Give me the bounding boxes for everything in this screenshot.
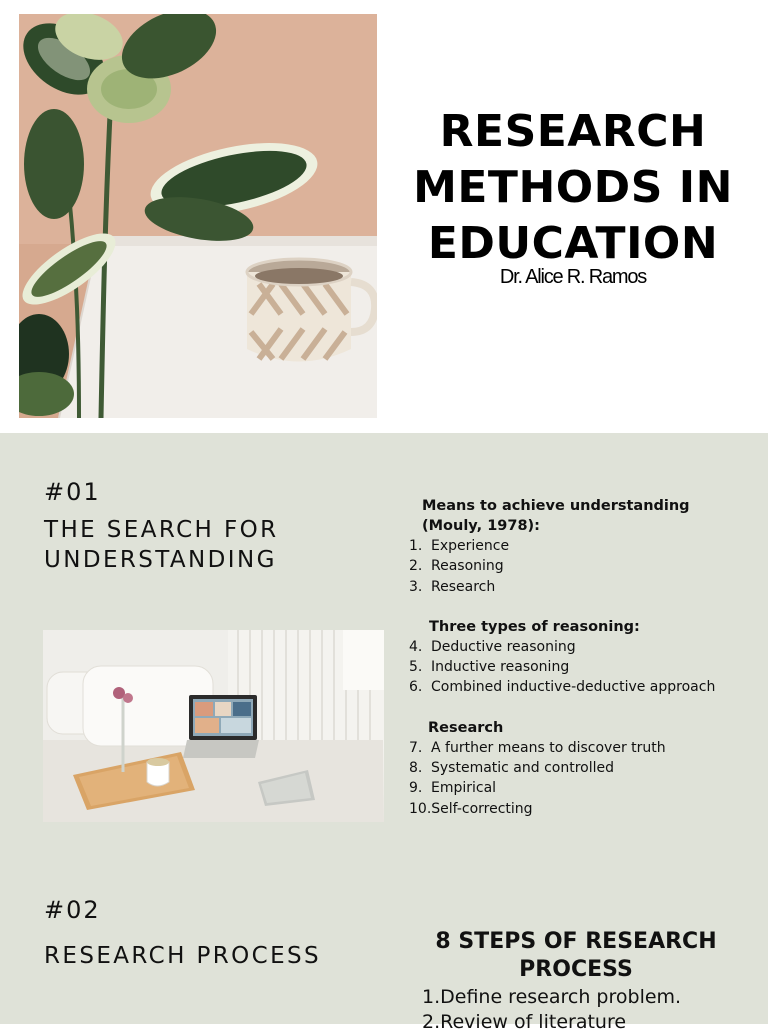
bed-laptop-photo xyxy=(43,630,384,822)
list-item xyxy=(409,577,749,597)
item-text: Combined inductive-deductive approach xyxy=(431,679,716,696)
list-item xyxy=(409,677,749,697)
item-text: A further means to discover truth xyxy=(431,739,666,756)
item-text: Systematic and controlled xyxy=(431,760,615,777)
title-line: RESEARCH xyxy=(439,106,707,157)
list-item xyxy=(409,657,749,677)
list-item xyxy=(409,738,749,758)
heading-line: THE SEARCH FOR xyxy=(44,517,279,543)
list-item xyxy=(409,799,749,819)
steps-title-line: PROCESS xyxy=(519,957,633,982)
subtitle-line: (Mouly, 1978): xyxy=(422,518,540,534)
list-subtitle xyxy=(409,496,749,536)
list-subtitle xyxy=(409,718,749,738)
section-number: #01 xyxy=(44,478,101,506)
item-text: Deductive reasoning xyxy=(431,638,576,655)
section-heading: RESEARCH PROCESS xyxy=(44,943,322,969)
subtitle-line: Three types of reasoning: xyxy=(429,618,640,635)
item-number: 5. xyxy=(409,659,423,676)
subtitle-line: Means to achieve understanding xyxy=(422,498,690,514)
title-line: EDUCATION xyxy=(427,218,719,269)
item-number: 4. xyxy=(409,638,423,655)
item-text: Inductive reasoning xyxy=(431,659,570,676)
item-number: 8. xyxy=(409,760,423,777)
item-number: 1. xyxy=(409,538,423,554)
steps-title xyxy=(410,928,742,984)
list-item xyxy=(409,637,749,657)
title-block xyxy=(408,104,738,289)
list-item xyxy=(409,536,749,556)
list-item xyxy=(409,556,749,576)
section-heading xyxy=(44,515,278,575)
document-title xyxy=(408,104,738,272)
subtitle-line: Research xyxy=(428,719,504,736)
item-text: Experience xyxy=(431,538,510,554)
title-line: METHODS IN xyxy=(413,162,733,213)
item-text: Empirical xyxy=(431,780,497,797)
steps-title-line: 8 STEPS OF RESEARCH xyxy=(435,929,717,954)
list-item xyxy=(409,778,749,798)
cover-panel xyxy=(0,0,768,433)
item-text: Self-correcting xyxy=(431,800,533,817)
bed-laptop-illustration xyxy=(43,630,384,822)
understanding-list xyxy=(409,496,749,819)
plant-mug-illustration xyxy=(19,14,377,418)
item-text: Research xyxy=(431,578,496,595)
item-number: 7. xyxy=(409,739,423,756)
plant-mug-photo xyxy=(19,14,377,418)
step-item: 2.Review of literature xyxy=(422,1011,627,1033)
item-number: 2. xyxy=(409,558,423,575)
steps-list xyxy=(422,985,681,1035)
author-name: Dr. Alice R. Ramos xyxy=(499,266,647,288)
step-item: 1.Define research problem. xyxy=(422,986,682,1008)
item-number: 9. xyxy=(409,780,423,797)
list-subtitle xyxy=(409,617,749,637)
item-number: 3. xyxy=(409,578,423,595)
item-number: 6. xyxy=(409,679,423,696)
section-number: #02 xyxy=(44,896,101,924)
heading-line: UNDERSTANDING xyxy=(44,547,277,573)
item-number: 10. xyxy=(409,800,432,817)
item-text: Reasoning xyxy=(431,558,504,575)
list-item xyxy=(409,758,749,778)
